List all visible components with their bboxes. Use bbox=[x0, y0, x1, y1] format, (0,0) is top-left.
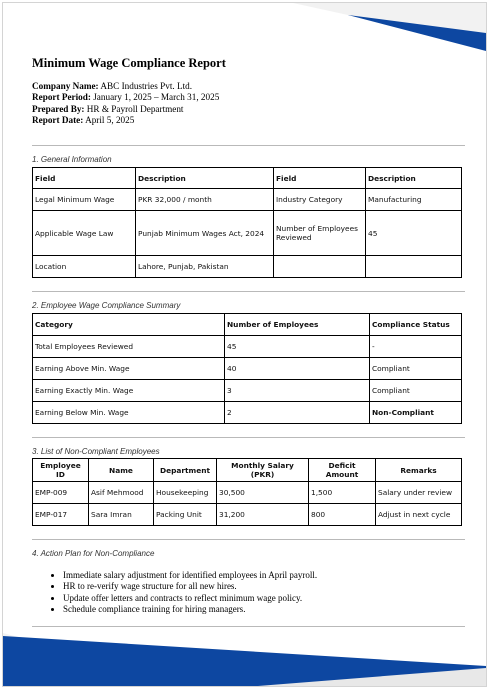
table-cell: Industry Category bbox=[274, 189, 366, 211]
header-cell: Employee ID bbox=[33, 459, 89, 482]
table-cell: Housekeeping bbox=[154, 482, 217, 504]
list-item: • Immediate salary adjustment for identified employees in April payroll. bbox=[63, 570, 317, 581]
action-plan-list bbox=[49, 570, 317, 615]
period-label: Report Period: bbox=[32, 92, 91, 103]
period-line bbox=[32, 92, 219, 103]
table-row bbox=[33, 402, 462, 424]
table-cell: Salary under review bbox=[376, 482, 462, 504]
header-cell: Deficit Amount bbox=[309, 459, 376, 482]
header-cell: Description bbox=[136, 168, 274, 189]
table-cell: Number of Employees Reviewed bbox=[274, 211, 366, 256]
top-right-gray-shape bbox=[293, 3, 486, 33]
table-cell: 31,200 bbox=[217, 504, 309, 526]
table-header-row bbox=[33, 314, 462, 336]
list-item: • Schedule compliance training for hiring managers. bbox=[63, 604, 317, 615]
table-row bbox=[33, 358, 462, 380]
table-row bbox=[33, 256, 462, 278]
date-value: April 5, 2025 bbox=[83, 114, 135, 125]
report-meta bbox=[32, 81, 219, 126]
company-line bbox=[32, 81, 219, 92]
date-line bbox=[32, 115, 219, 126]
compliance-summary-table bbox=[32, 313, 462, 424]
table-cell: Sara Imran bbox=[89, 504, 154, 526]
list-item: • HR to re-verify wage structure for all new hires. bbox=[63, 581, 317, 592]
prepared-value: HR & Payroll Department bbox=[84, 103, 184, 114]
prepared-label: Prepared By: bbox=[32, 103, 85, 114]
document-page bbox=[3, 3, 486, 686]
table-cell: EMP-009 bbox=[33, 482, 89, 504]
divider bbox=[32, 626, 465, 627]
header-cell: Category bbox=[33, 314, 225, 336]
table-cell: Earning Above Min. Wage bbox=[33, 358, 225, 380]
table-cell: 3 bbox=[225, 380, 370, 402]
table-row bbox=[33, 504, 462, 526]
section4-title: 4. Action Plan for Non-Compliance bbox=[32, 549, 155, 558]
table-row bbox=[33, 482, 462, 504]
header-cell: Monthly Salary (PKR) bbox=[217, 459, 309, 482]
section2-title: 2. Employee Wage Compliance Summary bbox=[32, 301, 181, 310]
header-cell: Department bbox=[154, 459, 217, 482]
header-cell: Field bbox=[274, 168, 366, 189]
table-cell: 40 bbox=[225, 358, 370, 380]
header-cell: Number of Employees bbox=[225, 314, 370, 336]
status-cell-non-compliant: Non-Compliant bbox=[370, 402, 462, 424]
table-cell: Earning Below Min. Wage bbox=[33, 402, 225, 424]
table-cell: Location bbox=[33, 256, 136, 278]
date-label: Report Date: bbox=[32, 114, 84, 125]
table-cell: - bbox=[370, 336, 462, 358]
table-cell: Lahore, Punjab, Pakistan bbox=[136, 256, 274, 278]
divider bbox=[32, 437, 465, 438]
table-cell: Legal Minimum Wage bbox=[33, 189, 136, 211]
list-item: • Update offer letters and contracts to reflect minimum wage policy. bbox=[63, 593, 317, 604]
table-cell bbox=[366, 256, 462, 278]
company-value: ABC Industries Pvt. Ltd. bbox=[98, 81, 193, 91]
table-cell: Applicable Wage Law bbox=[33, 211, 136, 256]
section1-title: 1. General Information bbox=[32, 155, 112, 164]
table-cell: PKR 32,000 / month bbox=[136, 189, 274, 211]
table-cell: Total Employees Reviewed bbox=[33, 336, 225, 358]
table-cell: Earning Exactly Min. Wage bbox=[33, 380, 225, 402]
header-cell: Field bbox=[33, 168, 136, 189]
report-title: Minimum Wage Compliance Report bbox=[32, 56, 226, 70]
table-row bbox=[33, 189, 462, 211]
table-cell: 30,500 bbox=[217, 482, 309, 504]
divider bbox=[32, 145, 465, 146]
header-cell: Name bbox=[89, 459, 154, 482]
table-cell: 1,500 bbox=[309, 482, 376, 504]
table-row bbox=[33, 380, 462, 402]
table-cell: Adjust in next cycle bbox=[376, 504, 462, 526]
table-cell: Manufacturing bbox=[366, 189, 462, 211]
table-row bbox=[33, 211, 462, 256]
divider bbox=[32, 291, 465, 292]
table-cell: 800 bbox=[309, 504, 376, 526]
prepared-line bbox=[32, 104, 219, 115]
table-cell bbox=[274, 256, 366, 278]
general-info-table bbox=[32, 167, 462, 278]
divider bbox=[32, 539, 465, 540]
company-label: Company Name: bbox=[32, 81, 99, 91]
table-cell: EMP-017 bbox=[33, 504, 89, 526]
header-cell: Remarks bbox=[376, 459, 462, 482]
header-cell: Description bbox=[366, 168, 462, 189]
table-cell: Compliant bbox=[370, 358, 462, 380]
table-cell: Asif Mehmood bbox=[89, 482, 154, 504]
table-header-row bbox=[33, 459, 462, 482]
table-cell: 45 bbox=[366, 211, 462, 256]
table-header-row bbox=[33, 168, 462, 189]
table-cell: 2 bbox=[225, 402, 370, 424]
period-value: January 1, 2025 – March 31, 2025 bbox=[90, 92, 220, 103]
table-cell: Punjab Minimum Wages Act, 2024 bbox=[136, 211, 274, 256]
table-row bbox=[33, 336, 462, 358]
table-cell: Compliant bbox=[370, 380, 462, 402]
header-cell: Compliance Status bbox=[370, 314, 462, 336]
non-compliant-employees-table bbox=[32, 458, 462, 526]
table-cell: Packing Unit bbox=[154, 504, 217, 526]
section3-title: 3. List of Non-Compliant Employees bbox=[32, 447, 160, 456]
table-cell: 45 bbox=[225, 336, 370, 358]
